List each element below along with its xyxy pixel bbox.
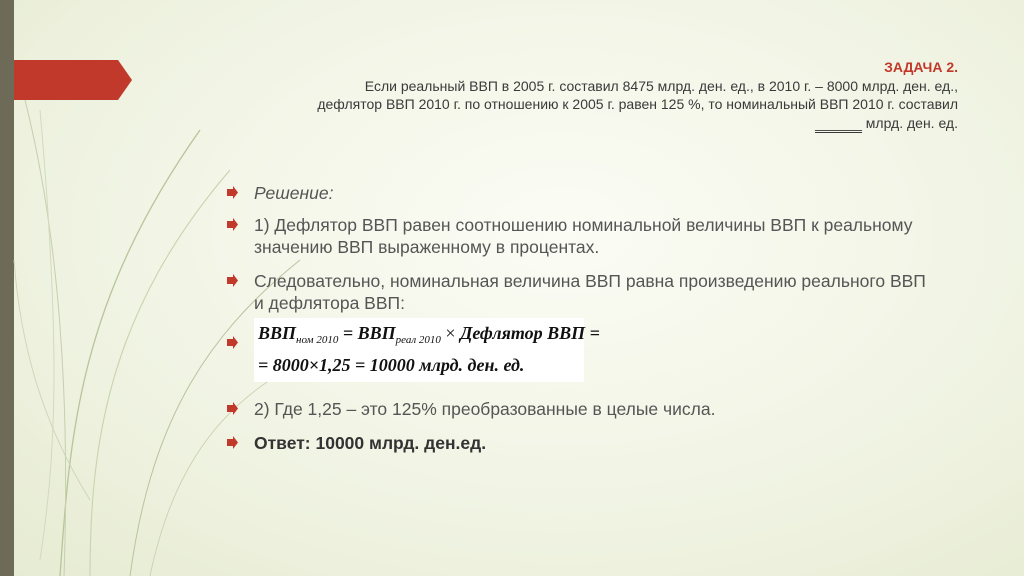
solution-step-3: 2) Где 1,25 – это 125% преобразованные в целые числа. (254, 399, 716, 419)
task-text-line: Если реальный ВВП в 2005 г. составил 8475 млрд. ден. ед., в 2010 г. – 8000 млрд. ден. ед., (364, 77, 958, 94)
task-header (198, 58, 958, 133)
curve-line (40, 110, 54, 560)
arrow-bullet-icon (226, 402, 239, 415)
task-text-line: дефлятор ВВП 2010 г. по отношению к 2005 г. равен 125 %, то номинальный ВВП 2010 г. составил (317, 96, 958, 112)
task-text-unit: млрд. ден. ед. (861, 114, 958, 131)
answer-text: Ответ: 10000 млрд. ден.ед. (254, 433, 487, 453)
formula-image (254, 318, 600, 382)
solution-step-1: 1) Дефлятор ВВП равен соотношению номинальной величины ВВП к реальному значению ВВП выраженному в процентах. (254, 215, 913, 257)
title-ribbon-shape (14, 60, 132, 100)
arrow-bullet-icon (226, 436, 239, 449)
curve-line (60, 130, 200, 576)
arrow-bullet-icon (226, 336, 239, 349)
curve-line (90, 170, 230, 576)
task-text-line (198, 114, 958, 134)
formula-line-1: $ВВП_{ном 2010} = ВВП_{реал 2010}$ × Дефлятор ВВП = (258, 323, 600, 346)
list-item (226, 432, 926, 454)
list-item (226, 398, 926, 420)
answer-blank: ______ (815, 114, 862, 134)
list-item (226, 214, 926, 258)
task-title: ЗАДАЧА 2. (884, 59, 958, 75)
arrow-bullet-icon (226, 186, 239, 199)
solution-heading: Решение: (254, 183, 334, 203)
arrow-bullet-icon (226, 218, 239, 231)
solution-step-2: Следовательно, номинальная величина ВВП равна произведению реального ВВП и дефлятора ВВП: (254, 271, 926, 313)
solution-body (226, 182, 926, 454)
list-item (226, 270, 926, 314)
arrow-bullet-icon (226, 274, 239, 287)
list-item (226, 182, 926, 204)
formula-line-2: = 8000×1,25 = 10000 млрд. ден. ед. (258, 355, 525, 375)
formula-item (226, 318, 926, 382)
